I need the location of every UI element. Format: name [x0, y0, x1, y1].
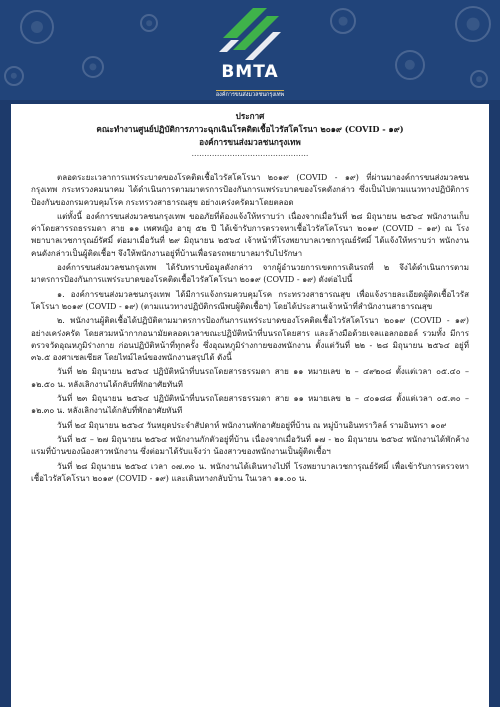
bmta-emblem-icon — [215, 4, 285, 64]
paragraph: ๒. พนักงานผู้ติดเชื้อได้ปฏิบัติตามมาตรการป้องกันการแพร่ระบาดของโรคติดเชื้อไวรัสโคโรนา ๒๐๑๙ (COVID - ๑๙) อย่างเคร่งครัด โดยสวมหน้ากากอนามัยตลอดเวลาขณะปฏิบัติหน้าที่บนรถโดยสาร และล้างมือด้วยเจลแอลกอฮอล์ รวมทั้ง มีการตรวจวัดอุณหภูมิร่างกาย ก่อนปฏิบัติหน้าที่ทุกครั้ง ซึ่งอุณหภูมิร่างกายของพนักงาน ตั้งแต่วันที่ ๒๒ - ๒๘ มิถุนายน ๒๕๖๔ อยู่ที่ ๓๖.๕ องศาเซลเซียส โดยไทม์ไลน์ของพนักงานสรุปได้ ดังนี้ — [31, 316, 469, 363]
virus-icon — [4, 66, 24, 86]
virus-icon — [470, 70, 488, 88]
announcement-document — [11, 104, 489, 707]
separator: .............................................. — [191, 149, 309, 158]
paragraph: องค์การขนส่งมวลชนกรุงเทพ ได้รับทราบข้อมูลดังกล่าว จากผู้อำนวยการเขตการเดินรถที่ ๒ จึงได้ดำเนินการตามมาตรการป้องกันการแพร่ระบาดของโรคติดเชื้อไวรัสโคโรนา ๒๐๑๙ (COVID - ๑๙) ดังต่อไปนี้ — [31, 263, 469, 285]
document-organization: องค์การขนส่งมวลชนกรุงเทพ — [199, 137, 301, 147]
timeline-item: วันที่ ๒๒ มิถุนายน ๒๕๖๔ ปฏิบัติหน้าที่บนรถโดยสารธรรมดา สาย ๑๑ หมายเลข ๒ – ๔๙๒๐๘ ตั้งแต่เวลา ๐๕.๔๐ – ๑๒.๕๐ น. หลังเลิกงานได้กลับที่พักอาศัยทันที — [31, 367, 469, 389]
document-subheading: คณะทำงานศูนย์ปฏิบัติการภาวะฉุกเฉินโรคติดเชื้อไวรัสโคโรนา ๒๐๑๙ (COVID - ๑๙) — [96, 124, 404, 134]
virus-icon — [20, 10, 54, 44]
bmta-logo — [205, 4, 295, 96]
timeline-item: วันที่ ๒๘ มิถุนายน ๒๕๖๔ เวลา ๐๗.๓๐ น. พนักงานได้เดินทางไปที่ โรงพยาบาลเวชการุณย์รัศมิ์ เพื่อเข้ารับการตรวจหาเชื้อไวรัสโคโรนา ๒๐๑๙ (COVID - ๑๙) และเดินทางกลับบ้าน ในเวลา ๑๑.๐๐ น. — [31, 461, 469, 483]
document-title-block — [31, 110, 469, 149]
header-banner — [0, 0, 500, 100]
paragraph: ๑. องค์การขนส่งมวลชนกรุงเทพ ได้มีการแจ้งกรมควบคุมโรค กระทรวงสาธารณสุข เพื่อแจ้งรายละเอียดผู้ติดเชื้อไวรัสโคโรนา ๒๐๑๙ (COVID - ๑๙) (ตามแนวทางปฏิบัติกรณีพบผู้ติดเชื้อฯ) โดยได้ประสานเจ้าหน้าที่สำนักงานสาธารณสุข — [31, 289, 469, 311]
logo-subtext: องค์การขนส่งมวลชนกรุงเทพ — [215, 92, 285, 98]
virus-icon — [455, 6, 491, 42]
virus-icon — [82, 56, 104, 78]
timeline-item: วันที่ ๒๓ มิถุนายน ๒๕๖๔ ปฏิบัติหน้าที่บนรถโดยสารธรรมดา สาย ๑๑ หมายเลข ๒ – ๔๐๑๘๘ ตั้งแต่เวลา ๐๕.๓๐ – ๑๒.๓๐ น. หลังเลิกงานได้กลับที่พักอาศัยทันที — [31, 394, 469, 416]
document-heading: ประกาศ — [235, 111, 265, 121]
logo-text: BMTA — [221, 62, 279, 82]
timeline-item: วันที่ ๒๔ มิถุนายน ๒๕๖๔ วันหยุดประจำสัปดาห์ พนักงานพักอาศัยอยู่ที่บ้าน ณ หมู่บ้านอินทราวิลล์ รามอินทรา ๑๐๙ — [57, 420, 447, 430]
timeline-item: วันที่ ๒๕ – ๒๗ มิถุนายน ๒๕๖๔ พนักงานกักตัวอยู่ที่บ้าน เนื่องจากเมื่อวันที่ ๑๗ - ๒๐ มิถุนายน ๒๕๖๔ พนักงานได้พักค้างแรมที่บ้านของน้องสาวพนักงาน ซึ่งต่อมาได้รับแจ้งว่า น้องสาวของพนักงานเป็นผู้ติดเชื้อฯ — [31, 434, 469, 457]
virus-icon — [140, 14, 158, 32]
virus-icon — [330, 8, 356, 34]
virus-icon — [395, 50, 425, 80]
paragraph: แต่ทั้งนี้ องค์การขนส่งมวลชนกรุงเทพ ขออภัยที่ต้องแจ้งให้ทราบว่า เนื่องจากเมื่อวันที่ ๒๘ มิถุนายน ๒๕๖๔ พนักงานเก็บค่าโดยสารรถธรรมดา สาย ๑๑ เพศหญิง อายุ ๕๒ ปี ได้เข้ารับการตรวจหาเชื้อไวรัสโคโรนา ๒๐๑๙ (COVID – ๑๙) ณ โรงพยาบาลเวชการุณย์รัศมิ์ ต่อมาเมื่อวันที่ ๒๙ มิถุนายน ๒๕๖๔ เจ้าหน้าที่โรงพยาบาลเวชการุณย์รัศมิ์ ได้แจ้งให้ทราบว่า พนักงานคนดังกล่าวเป็นผู้ติดเชื้อฯ จึงให้พนักงานอยู่ที่บ้านเพื่อรอรถพยาบาลมารับไปรักษา — [31, 211, 470, 258]
paragraph: ตลอดระยะเวลาการแพร่ระบาดของโรคติดเชื้อไวรัสโคโรนา ๒๐๑๙ (COVID - ๑๙) ที่ผ่านมาองค์การขนส่งมวลชนกรุงเทพ กระทรวงคมนาคม ได้ดำเนินการตามมาตรการป้องกันการแพร่ระบาดของโรคดังกล่าว ซึ่งเป็นไปตามแนวทางปฏิบัติการป้องกันของกรมควบคุมโรค กระทรวงสาธารณสุข อย่างเคร่งครัดมาโดยตลอด — [31, 173, 469, 207]
